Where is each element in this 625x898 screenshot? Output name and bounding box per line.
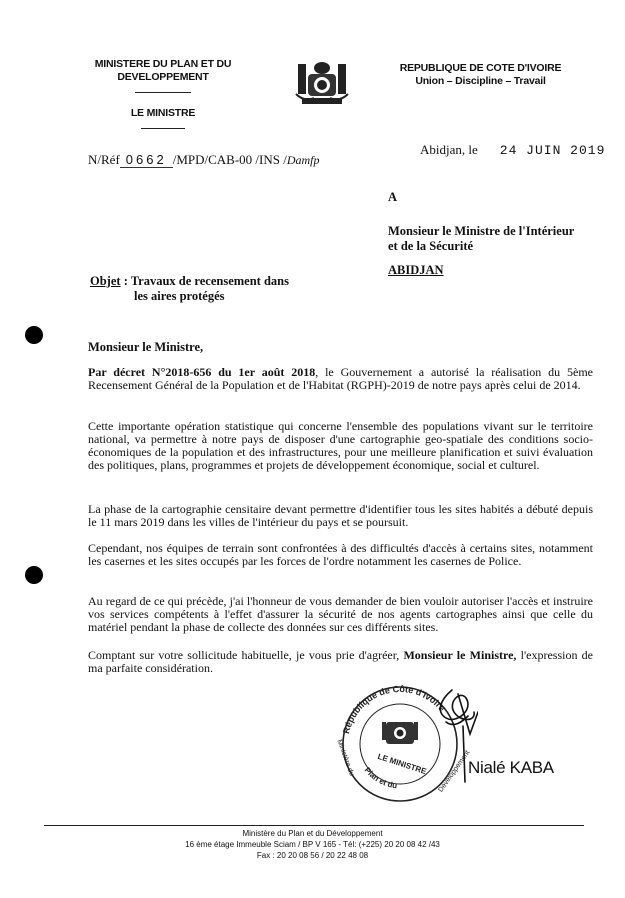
reference-number	[88, 152, 320, 168]
seal-emblem	[382, 722, 418, 744]
footer-divider	[44, 825, 584, 826]
seal-inner-text: LE MINISTRE	[376, 751, 428, 777]
paragraph-2: Cette importante opération statistique qui concerne l'ensemble des populations vivant sur le territoire national, va permettre à notre pays de disposer d'une cartographie geo-spatiale des conditions socio-économiques de la population et des infrastructures, pour une meilleure planification et suivi évaluation des politiques, plans, programmes et projets de développement économique, social et culturel.	[88, 419, 593, 472]
reference-handwritten: Damfp	[286, 153, 320, 167]
seal-left-text: Ministère du	[335, 738, 356, 778]
closing-paragraph	[88, 649, 593, 675]
divider	[135, 92, 191, 93]
punch-hole-mark	[25, 566, 43, 584]
subject-label: Objet	[90, 274, 121, 288]
reference-suffix: /MPD/CAB-00 /INS /	[172, 152, 287, 167]
paragraph-1-text: , le Gouvernement a autorisé la réalisation du 5ème Recensement Général de la Population et de l'Habitat (RGPH)-2019 de notre pays après celui de 2014.	[88, 365, 593, 392]
letter-date	[420, 142, 605, 158]
date-stamp: 24 JUIN 2019	[499, 143, 606, 158]
seal-bottom-text: Plan et du	[362, 765, 398, 791]
ministry-name-line1: MINISTERE DU PLAN ET DU	[94, 58, 232, 70]
coat-of-arms-emblem	[294, 58, 350, 108]
recipient-line1: Monsieur le Ministre de l'Intérieur	[388, 224, 575, 238]
svg-text:Plan et du	[363, 766, 398, 791]
ministry-name-line2: DEVELOPPEMENT	[117, 71, 209, 83]
national-motto: Union – Discipline – Travail	[415, 75, 546, 87]
subject-line2: les aires protégés	[134, 289, 225, 303]
closing-text-a: Comptant sur votre sollicitude habituelle, je vous prie d'agréer,	[88, 648, 404, 662]
signer-name: Nialé KABA	[468, 758, 554, 777]
footer-ministry: Ministère du Plan et du Développement	[242, 829, 383, 838]
closing-text-b: l'expression de ma parfaite considération.	[88, 648, 593, 675]
recipient-a: A	[388, 190, 398, 204]
recipient-line2: et de la Sécurité	[388, 239, 474, 253]
republic-header	[388, 62, 573, 88]
ministry-header	[78, 58, 248, 129]
footer-fax: Fax : 20 20 08 56 / 20 22 48 08	[256, 851, 369, 860]
paragraph-1	[88, 366, 593, 392]
paragraph-3: La phase de la cartographie censitaire devant permettre d'identifier tous les sites habités a débuté depuis le 11 mars 2019 dans les villes de l'intérieur du pays et se poursuit.	[88, 502, 593, 529]
footer-address: 16 ème étage Immeuble Sciam / BP V 165 - Tél: (+225) 20 20 08 42 /43	[185, 840, 440, 849]
punch-hole-mark	[25, 326, 43, 344]
minister-title: LE MINISTRE	[130, 107, 196, 119]
paragraph-5: Au regard de ce qui précède, j'ai l'honneur de vous demander de bien vouloir autoriser l'accès et instruire vos services compétents à l'effet d'assurer la sécurité de nos agents cartographes ainsi que celle du matériel pendant la phase de collecte des données sur ces différents sites.	[88, 594, 593, 634]
closing-address: Monsieur le Ministre,	[403, 648, 517, 662]
seal-top-text: République de Côte d'Ivoire	[341, 683, 448, 735]
recipient-city: ABIDJAN	[388, 263, 444, 277]
decree-reference: Par décret N°2018-656 du 1er août 2018	[88, 365, 316, 379]
reference-prefix: N/Réf	[88, 152, 120, 167]
reference-code: 0662	[120, 152, 173, 168]
seal-right-text: Développement	[437, 749, 472, 794]
date-place: Abidjan, le	[420, 142, 478, 157]
divider	[141, 128, 185, 129]
paragraph-4: Cependant, nos équipes de terrain sont confrontées à des difficultés d'accès à certains sites, notamment les casernes et les sites occupés par les forces de l'ordre notamment les casernes de Police.	[88, 541, 593, 568]
republic-name: REPUBLIQUE DE COTE D'IVOIRE	[399, 62, 562, 74]
subject-line1: : Travaux de recensement dans	[120, 274, 289, 288]
subject-block	[90, 274, 289, 304]
footer	[0, 828, 625, 861]
recipient-block	[388, 190, 574, 278]
salutation: Monsieur le Ministre,	[88, 340, 204, 354]
official-seal-stamp	[328, 682, 478, 802]
